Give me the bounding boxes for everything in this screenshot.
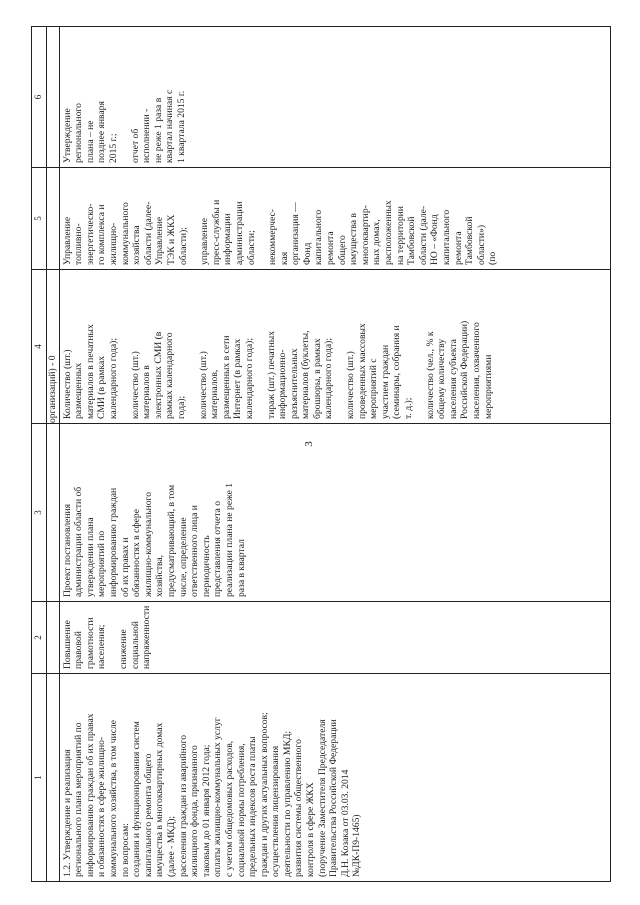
- indicator-6: количество (чел., % к общему количеству населения субъекта Российской Федерации) населения, охваченного мероприятиями: [424, 320, 494, 419]
- responsible-cell: [59, 168, 610, 270]
- page-number: 3: [302, 441, 315, 447]
- table-row: [59, 27, 610, 882]
- header-row: [32, 27, 47, 882]
- responsible-2: управление пресс-службы и информации администрации области;: [199, 199, 257, 265]
- deadline-cell: [59, 27, 610, 168]
- header-col-3: 3: [32, 424, 47, 602]
- result-cell: [59, 602, 610, 674]
- responsible-3: некоммерчес- кая организация — Фонд капитального ремонта общего имущества в многоквартир- ных домах, расположенных на территории Тамбовской области (дале- НО – «Фонд капитального ремонта Тамбовской области») (по: [267, 200, 499, 265]
- document-cell: [59, 424, 610, 602]
- plan-table: [31, 26, 611, 882]
- rotated-table-container: [31, 27, 611, 882]
- header-col-5: 5: [32, 168, 47, 270]
- header-col-4: 4: [32, 270, 47, 424]
- measure-cell: [59, 674, 610, 882]
- indicator-3: количество (шт.) материалов, размещенных в сети Интернет (в рамках календарного года);: [197, 335, 255, 419]
- empty-cell-5: [47, 168, 60, 270]
- responsible-1: Управление топливно- энергетическо- го комплекса и жилищно- коммунального хозяйства области (далее- Управление ТЭК и ЖКХ области);: [61, 201, 189, 265]
- indicator-4: тираж (шт.) печатных информационно- разъяснительных материалов (буклеты, брошюры, в рамках календарного года);: [265, 330, 335, 419]
- indicators-cell: [59, 270, 610, 424]
- continuation-row: [47, 27, 60, 882]
- empty-cell-2: [47, 602, 60, 674]
- header-col-6: 6: [32, 27, 47, 168]
- header-col-2: 2: [32, 602, 47, 674]
- indicator-continuation-cell: [47, 270, 60, 424]
- indicator-continuation: организаций) - 0: [47, 355, 58, 423]
- deadline-2: отчет об исполнении - не реже 1 раза в квартал начиная с 1 квартала 2015 г.: [129, 89, 187, 163]
- indicator-5: количество (шт.) проведенных массовых мероприятий с участием граждан (семинары, собрания и т. д.);: [345, 323, 415, 419]
- document-text: Проект постановления администрации области об утверждении плана мероприятий по информированию граждан об их правах и обязанностях в сфере жилищно-коммунального хозяйства, предусматривающий, в том числе, определение ответственного лица и периодичность представления отчета о реализации плана не реже 1 раза в квартал: [61, 482, 247, 597]
- indicator-1: Количество (шт.) размещенных материалов в печатных СМИ (в рамках календарного года);: [61, 324, 119, 419]
- indicator-2: количество (шт.) материалов в электронных СМИ (в рамках календарного года);: [129, 331, 187, 419]
- empty-cell-3: [47, 424, 60, 602]
- measure-text: 1.2. Утверждение и реализация регионального плана мероприятий по информированию граждан об их правах и обязанностях в сфере жилищно- коммунального хозяйства, в том числе по вопросам: создания и функционирования систем капитального ремонта общего имущества в многоквартирных домах (далее - МКД); расселения граждан из аварийного жилищного фонда, признанного таковым до 01 января 2012 года; оплаты жилищно-коммунальных услуг с учетом общедомовых расходов, социальной нормы потребления, предельных индексов роста платы граждан и других актуальных вопросов; осуществления лицензирования деятельности по управлению МКД; развития системы общественного контроля в сфере ЖКХ (поручение Заместителя Председателя Правительства Российской Федерации Д.Н. Козака от 03.03. 2014 №ДК-П9-1465): [61, 712, 363, 877]
- deadline-1: Утверждение регионального плана – не позднее января 2015 г.;: [61, 101, 119, 163]
- result-text-2: снижение социальной напряженности: [117, 605, 153, 669]
- empty-cell-1: [47, 674, 60, 882]
- empty-cell-6: [47, 27, 60, 168]
- result-text-1: Повышение правовой грамотности населения;: [61, 617, 108, 669]
- header-col-1: 1: [32, 674, 47, 882]
